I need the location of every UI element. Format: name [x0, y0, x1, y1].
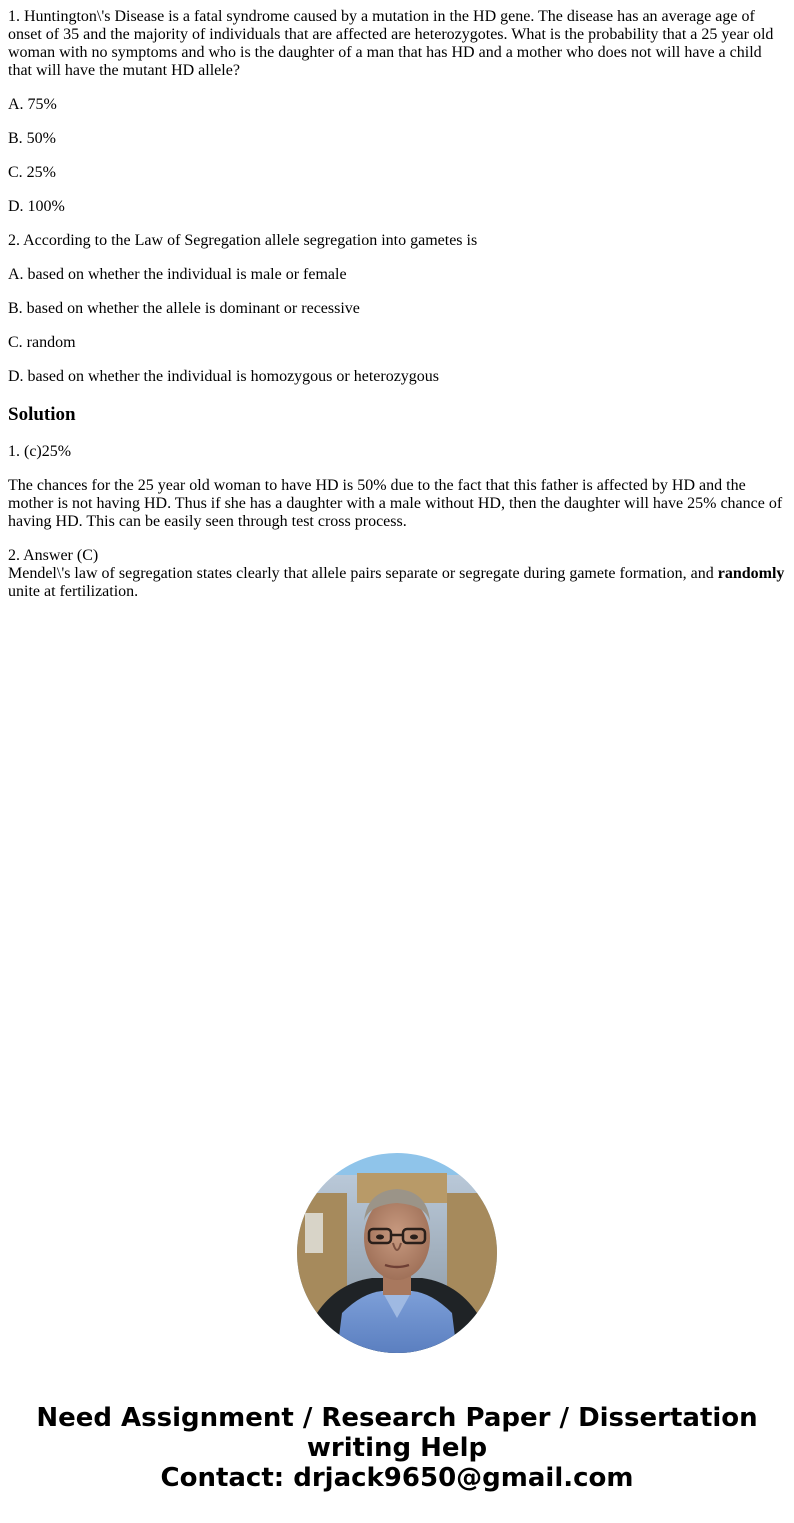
question-2-option-a: A. based on whether the individual is male or female	[8, 266, 347, 283]
question-1-option-a: A. 75%	[8, 96, 57, 113]
solution-explanation-1: The chances for the 25 year old woman to have HD is 50% due to the fact that this father is affected by HD and the mother is not having HD. Thus if she has a daughter with a male without HD, then the daughter will have 25% chance of having HD. This can be easily seen through test cross process.	[8, 477, 783, 530]
solution-answer-2: 2. Answer (C)	[8, 547, 99, 564]
question-1-option-b: B. 50%	[8, 130, 56, 147]
question-1-option-c: C. 25%	[8, 164, 56, 181]
solution-explanation-2-post: unite at fertilization.	[8, 583, 139, 600]
question-2-option-d: D. based on whether the individual is homozygous or heterozygous	[8, 368, 440, 385]
footer-line-3: Contact: drjack9650@gmail.com	[160, 1463, 634, 1493]
solution-answer-2-block	[8, 547, 786, 601]
document-body	[8, 0, 786, 617]
solution-explanation-2-bold: randomly	[717, 565, 785, 582]
question-1-option-d: D. 100%	[8, 198, 65, 215]
footer-contact-banner	[0, 1403, 794, 1493]
footer-line-2: writing Help	[306, 1433, 488, 1463]
question-2-option-b: B. based on whether the allele is dominant or recessive	[8, 300, 360, 317]
footer-line-1: Need Assignment / Research Paper / Dissertation	[36, 1403, 758, 1433]
solution-answer-1: 1. (c)25%	[8, 443, 72, 460]
question-2-option-c: C. random	[8, 334, 76, 351]
solution-explanation-2-pre: Mendel\'s law of segregation states clearly that allele pairs separate or segregate during gamete formation, and	[8, 565, 718, 582]
avatar	[297, 1153, 497, 1353]
question-2-text: 2. According to the Law of Segregation allele segregation into gametes is	[8, 232, 478, 249]
question-1-text: 1. Huntington\'s Disease is a fatal syndrome caused by a mutation in the HD gene. The disease has an average age of onset of 35 and the majority of individuals that are affected are heterozygotes. What is the probability that a 25 year old woman with no symptoms and who is the daughter of a man that has HD and a mother who does not will have a child that will have the mutant HD allele?	[8, 8, 774, 79]
avatar-portrait-image	[297, 1153, 497, 1353]
solution-heading: Solution	[8, 404, 76, 425]
